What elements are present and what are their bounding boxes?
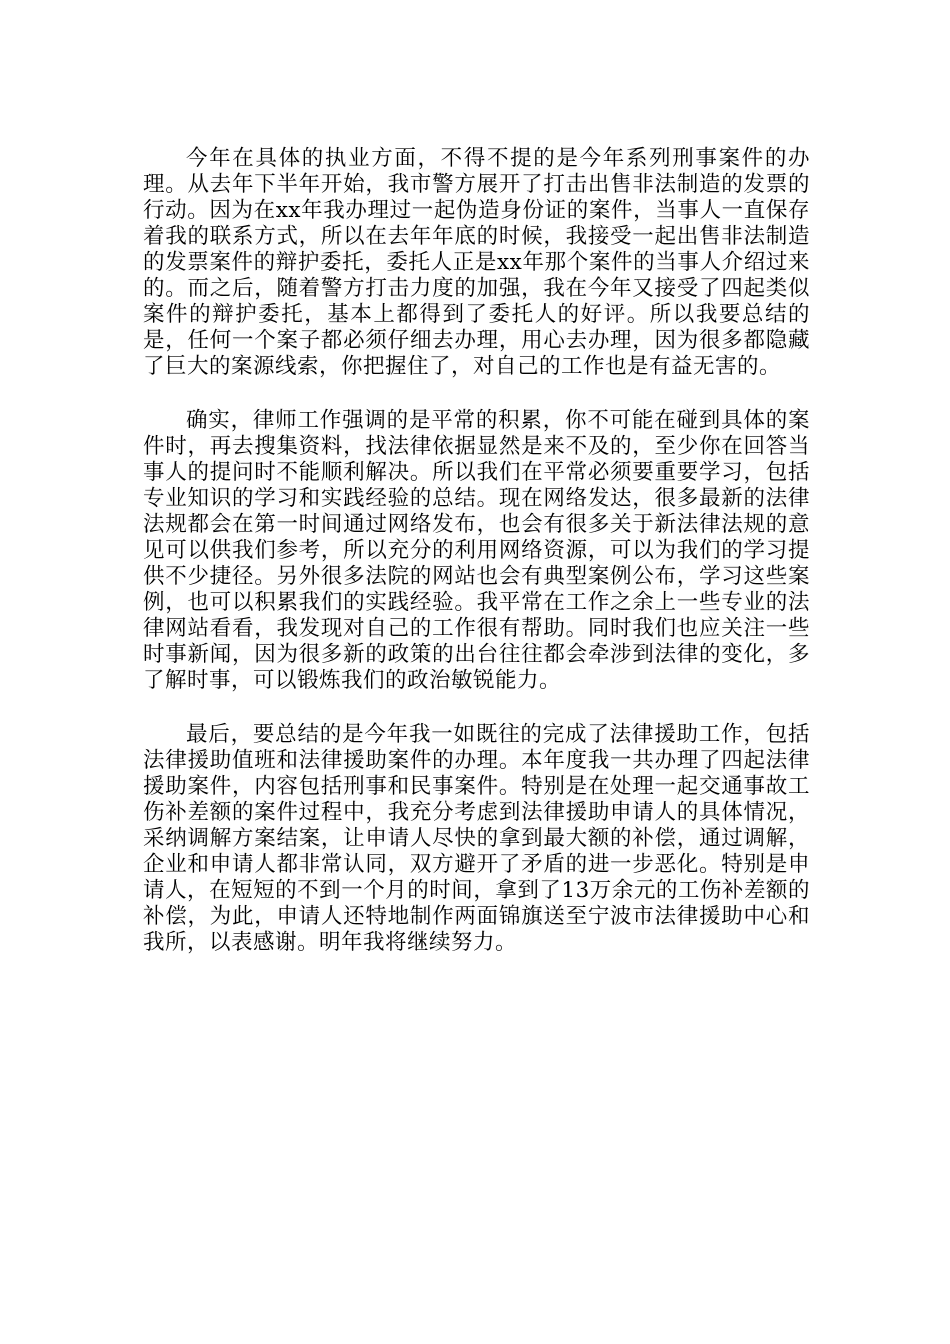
paragraph-legal-aid: 最后，要总结的是今年我一如既往的完成了法律援助工作，包括法律援助值班和法律援助案件的办理。本年度我一共办理了四起法律援助案件，内容包括刑事和民事案件。特别是在处理一起交通事故工伤补差额的案件过程中，我充分考虑到法律援助申请人的具体情况，采纳调解方案结案，让申请人尽快的拿到最大额的补偿，通过调解，企业和申请人都非常认同，双方避开了矛盾的进一步恶化。特别是申请人，在短短的不到一个月的时间，拿到了13万余元的工伤补差额的补偿，为此，申请人还特地制作两面锦旗送至宁波市法律援助中心和我所，以表感谢。明年我将继续努力。 xyxy=(143,722,810,955)
paragraph-criminal-cases: 今年在具体的执业方面，不得不提的是今年系列刑事案件的办理。从去年下半年开始，我市警方展开了打击出售非法制造的发票的行动。因为在xx年我办理过一起伪造身份证的案件，当事人一直保存着我的联系方式，所以在去年年底的时候，我接受一起出售非法制造的发票案件的辩护委托，委托人正是xx年那个案件的当事人介绍过来的。而之后，随着警方打击力度的加强，我在今年又接受了四起类似案件的辩护委托，基本上都得到了委托人的好评。所以我要总结的是，任何一个案子都必须仔细去办理，用心去办理，因为很多都隐藏了巨大的案源线索，你把握住了，对自己的工作也是有益无害的。 xyxy=(143,146,810,379)
document-body xyxy=(143,146,810,984)
paragraph-accumulation: 确实，律师工作强调的是平常的积累，你不可能在碰到具体的案件时，再去搜集资料，找法律依据显然是来不及的，至少你在回答当事人的提问时不能顺利解决。所以我们在平常必须要重要学习，包括专业知识的学习和实践经验的总结。现在网络发达，很多最新的法律法规都会在第一时间通过网络发布，也会有很多关于新法律法规的意见可以供我们参考，所以充分的利用网络资源，可以为我们的学习提供不少捷径。另外很多法院的网站也会有典型案例公布，学习这些案例，也可以积累我们的实践经验。我平常在工作之余上一些专业的法律网站看看，我发现对自己的工作很有帮助。同时我们也应关注一些时事新闻，因为很多新的政策的出台往往都会牵涉到法律的变化，多了解时事，可以锻炼我们的政治敏锐能力。 xyxy=(143,408,810,693)
